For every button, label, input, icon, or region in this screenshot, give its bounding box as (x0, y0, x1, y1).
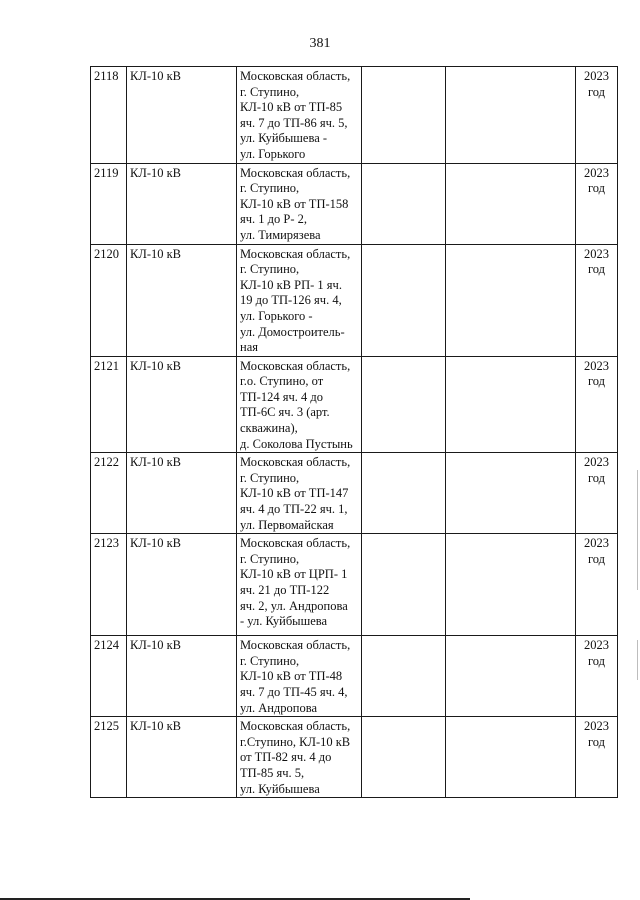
row-number-cell: 2122 (91, 453, 127, 534)
year-cell: 2023 год (576, 717, 618, 798)
empty-cell (446, 717, 576, 798)
table-row (91, 534, 618, 636)
empty-cell (362, 636, 446, 717)
page-number: 381 (309, 36, 331, 51)
empty-cell (446, 636, 576, 717)
table-row (91, 717, 618, 798)
row-number-cell: 2121 (91, 356, 127, 453)
empty-cell (446, 356, 576, 453)
object-type-cell: КЛ-10 кВ (127, 636, 237, 717)
year-cell: 2023 год (576, 534, 618, 636)
empty-cell (446, 163, 576, 244)
object-type-cell: КЛ-10 кВ (127, 163, 237, 244)
row-number-cell: 2123 (91, 534, 127, 636)
row-number-cell: 2120 (91, 244, 127, 356)
year-cell: 2023 год (576, 163, 618, 244)
empty-cell (362, 717, 446, 798)
year-cell: 2023 год (576, 67, 618, 164)
empty-cell (362, 244, 446, 356)
year-cell: 2023 год (576, 453, 618, 534)
empty-cell (362, 534, 446, 636)
object-type-cell: КЛ-10 кВ (127, 453, 237, 534)
table-row (91, 244, 618, 356)
row-number-cell: 2125 (91, 717, 127, 798)
object-type-cell: КЛ-10 кВ (127, 717, 237, 798)
empty-cell (362, 67, 446, 164)
address-cell: Московская область, г.о. Ступино, от ТП-124 яч. 4 до ТП-6С яч. 3 (арт. скважина), д. Соколова Пустынь (237, 356, 362, 453)
register-table (90, 66, 618, 798)
object-type-cell: КЛ-10 кВ (127, 244, 237, 356)
object-type-cell: КЛ-10 кВ (127, 534, 237, 636)
empty-cell (362, 356, 446, 453)
address-cell: Московская область, г. Ступино, КЛ-10 кВ от ТП-158 яч. 1 до Р- 2, ул. Тимирязева (237, 163, 362, 244)
address-cell: Московская область, г. Ступино, КЛ-10 кВ от ТП-85 яч. 7 до ТП-86 яч. 5, ул. Куйбышева - ул. Горького (237, 67, 362, 164)
empty-cell (446, 67, 576, 164)
scan-edge-mark (637, 470, 638, 590)
empty-cell (362, 453, 446, 534)
address-cell: Московская область, г. Ступино, КЛ-10 кВ от ЦРП- 1 яч. 21 до ТП-122 яч. 2, ул. Андропова - ул. Куйбышева (237, 534, 362, 636)
table-row (91, 636, 618, 717)
address-cell: Московская область, г. Ступино, КЛ-10 кВ от ТП-48 яч. 7 до ТП-45 яч. 4, ул. Андропова (237, 636, 362, 717)
table-row (91, 163, 618, 244)
object-type-cell: КЛ-10 кВ (127, 67, 237, 164)
year-cell: 2023 год (576, 356, 618, 453)
object-type-cell: КЛ-10 кВ (127, 356, 237, 453)
empty-cell (446, 453, 576, 534)
empty-cell (446, 534, 576, 636)
year-cell: 2023 год (576, 244, 618, 356)
table-row (91, 356, 618, 453)
year-cell: 2023 год (576, 636, 618, 717)
address-cell: Московская область, г. Ступино, КЛ-10 кВ РП- 1 яч. 19 до ТП-126 яч. 4, ул. Горького - ул. Домостроитель- ная (237, 244, 362, 356)
address-cell: Московская область, г.Ступино, КЛ-10 кВ от ТП-82 яч. 4 до ТП-85 яч. 5, ул. Куйбышева (237, 717, 362, 798)
empty-cell (446, 244, 576, 356)
row-number-cell: 2118 (91, 67, 127, 164)
table-row (91, 453, 618, 534)
row-number-cell: 2119 (91, 163, 127, 244)
table-row (91, 67, 618, 164)
address-cell: Московская область, г. Ступино, КЛ-10 кВ от ТП-147 яч. 4 до ТП-22 яч. 1, ул. Первомайская (237, 453, 362, 534)
scan-edge-mark (637, 640, 638, 680)
empty-cell (362, 163, 446, 244)
row-number-cell: 2124 (91, 636, 127, 717)
